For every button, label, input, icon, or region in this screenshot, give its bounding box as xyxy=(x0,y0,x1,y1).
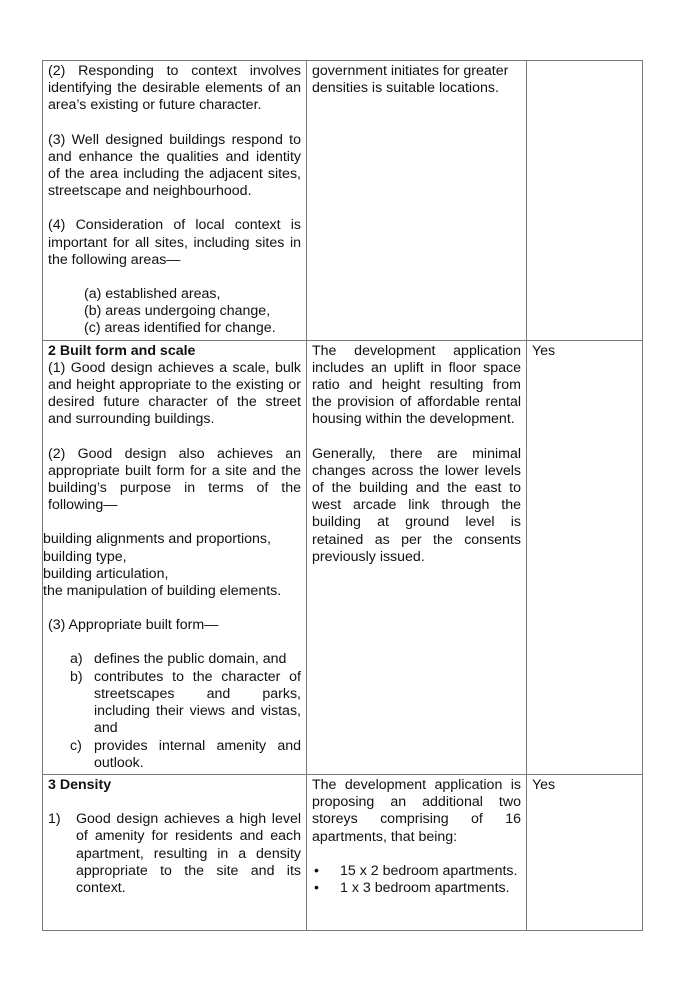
compliance-cell xyxy=(527,61,643,341)
list-item: (b) areas undergoing change, xyxy=(84,303,271,320)
list-item: building articulation, xyxy=(43,565,169,582)
compliance-cell xyxy=(527,774,643,930)
built-form-clause-2: (2) Good design also achieves an appropriate built form for a site and the building’s purpose in terms of the following— xyxy=(48,445,301,514)
comment-text: Generally, there are minimal changes across the lower levels of the building and the east to west arcade link through the building at ground level is retained as per the consents previously issued. xyxy=(312,445,521,565)
list-item: 1) Good design achieves a high level of amenity for residents and each apartment, resulting in a density appropriate to the site and its context. xyxy=(48,811,301,896)
context-clause-2: (2) Responding to context involves identifying the desirable elements of an area’s existing or future character. xyxy=(48,63,301,114)
assessment-table xyxy=(42,60,643,931)
compliance-value: Yes xyxy=(532,776,556,793)
compliance-value: Yes xyxy=(532,342,556,359)
list-item: building type, xyxy=(43,548,127,565)
section-heading: 2 Built form and scale xyxy=(48,342,196,359)
comment-text: The development application is proposing an additional two storeys comprising of 16 apartments, that being: xyxy=(312,776,521,845)
list-item: the manipulation of building elements. xyxy=(43,583,282,600)
list-item: b) contributes to the character of streetscapes and parks, including their views and vistas, and xyxy=(70,668,301,737)
bullet-icon: • xyxy=(314,879,319,896)
context-clause-4: (4) Consideration of local context is important for all sites, including sites in the following areas— xyxy=(48,217,301,268)
list-item: • 15 x 2 bedroom apartments. xyxy=(314,862,518,879)
built-form-clause-3: (3) Appropriate built form— xyxy=(48,617,219,634)
list-item: (c) areas identified for change. xyxy=(84,320,276,337)
list-item: c) provides internal amenity and outlook. xyxy=(70,737,301,771)
bullet-icon: • xyxy=(314,862,319,879)
comment-text: government initiates for greater densities is suitable locations. xyxy=(312,63,509,97)
list-item: a) defines the public domain, and xyxy=(70,651,287,668)
table-row xyxy=(43,61,643,341)
list-item: building alignments and proportions, xyxy=(43,531,271,548)
table-row xyxy=(43,774,643,930)
comment-text: The development application includes an uplift in floor space ratio and height resulting from the provision of affordable rental housing within the development. xyxy=(312,342,521,428)
comment-cell xyxy=(307,774,527,930)
comment-cell xyxy=(307,61,527,341)
section-heading: 3 Density xyxy=(48,776,112,793)
principle-cell xyxy=(43,340,307,774)
principle-cell xyxy=(43,774,307,930)
principle-cell xyxy=(43,61,307,341)
comment-cell xyxy=(307,340,527,774)
context-clause-3: (3) Well designed buildings respond to and enhance the qualities and identity of the area including the adjacent sites, streetscape and neighbourhood. xyxy=(48,131,301,200)
list-item: (a) established areas, xyxy=(84,286,221,303)
built-form-list xyxy=(48,651,301,771)
table-row xyxy=(43,340,643,774)
compliance-cell xyxy=(527,340,643,774)
built-form-clause-1: (1) Good design achieves a scale, bulk and height appropriate to the existing or desired future character of the street and surrounding buildings. xyxy=(48,359,301,428)
list-item: • 1 x 3 bedroom apartments. xyxy=(314,879,510,896)
apartment-list xyxy=(312,863,521,897)
